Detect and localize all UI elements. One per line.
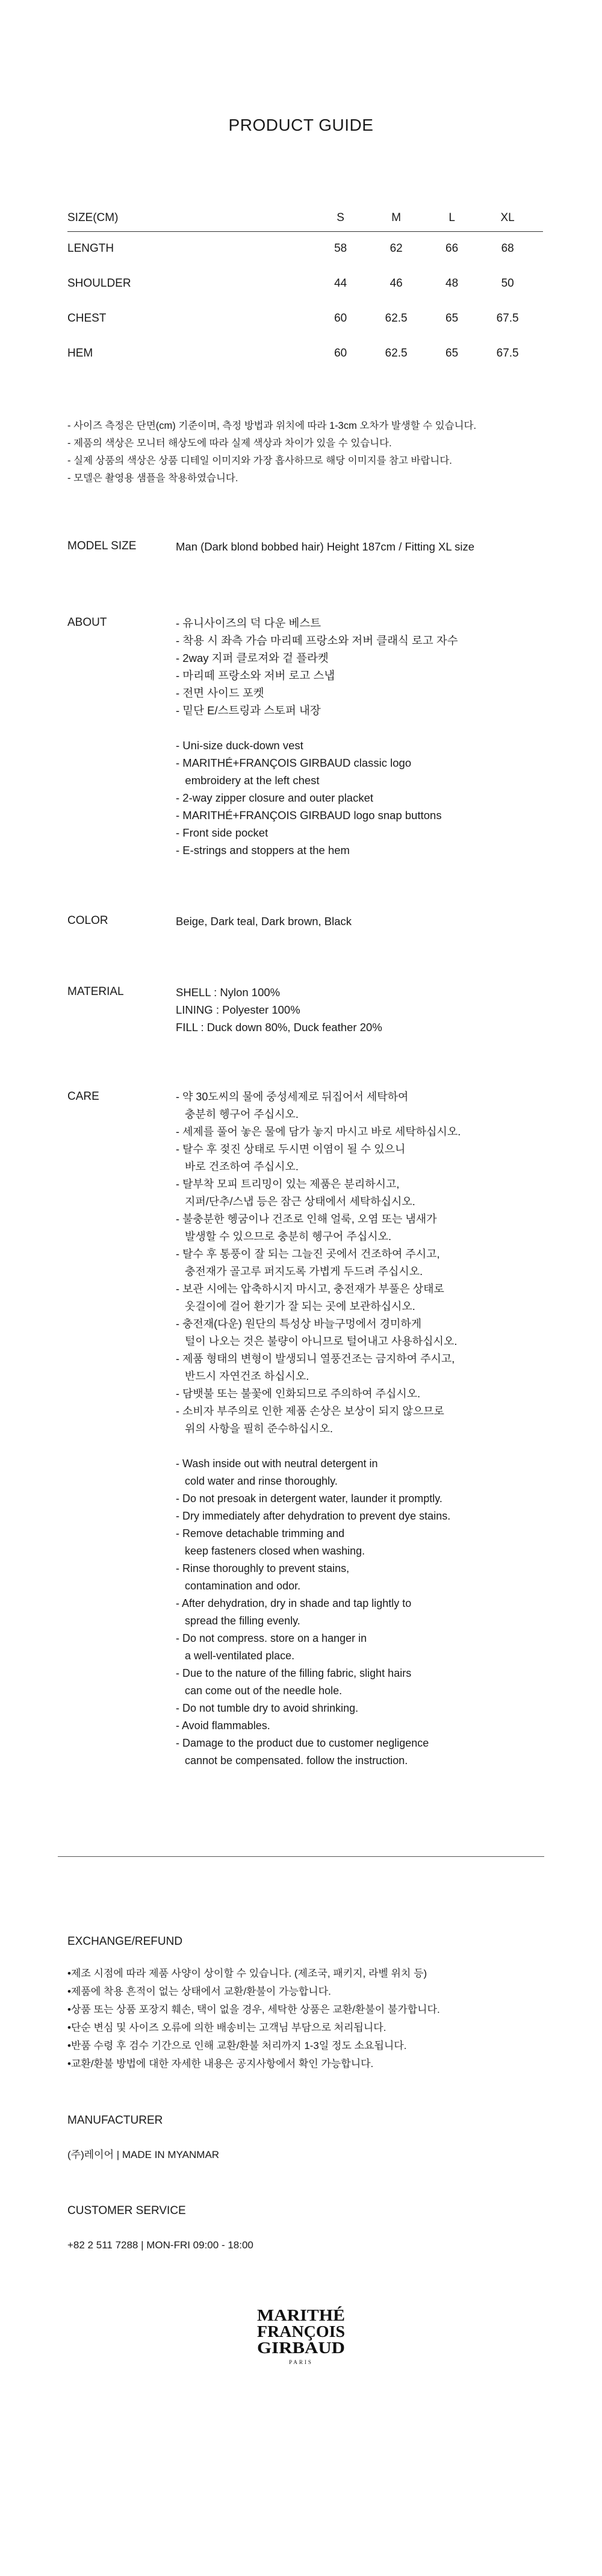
care-line — [176, 1438, 461, 1455]
header-cell: L — [432, 205, 472, 231]
care-line: - 불충분한 헹굼이나 건조로 인해 얼룩, 오염 또는 냄새가 — [176, 1213, 437, 1225]
table-cell: 46 — [389, 277, 403, 290]
size-table-header — [67, 205, 543, 231]
header-cell: S — [320, 205, 361, 231]
exchange-line: •교환/환불 방법에 대한 자세한 내용은 공지사항에서 확인 가능합니다. — [67, 2058, 374, 2069]
care-line: - Damage to the product due to customer negligence — [176, 1737, 429, 1749]
color-text: Beige, Dark teal, Dark brown, Black — [176, 915, 352, 928]
table-cell: 65 — [445, 347, 459, 360]
about-line: - Front side pocket — [176, 826, 268, 839]
care-label: CARE — [67, 1090, 99, 1103]
care-line: - 소비자 부주의로 인한 제품 손상은 보상이 되지 않으므로 — [176, 1405, 444, 1417]
care-line: - 탈수 후 통풍이 잘 되는 그늘진 곳에서 건조하여 주시고, — [176, 1248, 440, 1260]
care-line: - 보관 시에는 압축하시지 마시고, 충전재가 부풀은 상태로 — [176, 1283, 444, 1295]
material-line: SHELL : Nylon 100% — [176, 986, 281, 999]
note-line: - 사이즈 측정은 단면(cm) 기준이며, 측정 방법과 위치에 따라 1-3cm 오차가 발생할 수 있습니다. — [67, 420, 477, 431]
row-label: CHEST — [67, 312, 107, 325]
table-cell: 50 — [501, 277, 514, 290]
table-cell: 65 — [445, 312, 459, 325]
material-label: MATERIAL — [67, 985, 124, 998]
about-line — [176, 719, 458, 737]
manufacturer-label: MANUFACTURER — [67, 2114, 163, 2127]
logo-line: FRANÇOIS — [257, 2322, 345, 2341]
note-line: - 제품의 색상은 모니터 해상도에 따라 실제 색상과 차이가 있을 수 있습니다. — [67, 438, 392, 449]
customer-service-text: +82 2 511 7288 | MON-FRI 09:00 - 18:00 — [67, 2239, 253, 2251]
header-cell: SIZE(CM) — [67, 205, 320, 231]
size-notes — [67, 417, 476, 487]
care-line: - Do not tumble dry to avoid shrinking. — [176, 1702, 359, 1714]
care-line: - Do not presoak in detergent water, launder it promptly. — [176, 1492, 442, 1505]
about-line: - 착용 시 좌측 가슴 마리떼 프랑소와 저버 클래식 로고 자수 — [176, 634, 458, 647]
exchange-line: •반품 수령 후 검수 기간으로 인해 교환/환불 처리까지 1-3일 정도 소요됩니다. — [67, 2040, 407, 2051]
care-line: - 담뱃불 또는 불꽃에 인화되므로 주의하여 주십시오. — [176, 1388, 421, 1400]
care-line: spread the filling evenly. — [176, 1615, 300, 1627]
table-cell: 48 — [445, 277, 459, 290]
care-line: contamination and odor. — [176, 1580, 301, 1592]
size-table — [67, 205, 543, 371]
table-row — [67, 301, 543, 336]
divider — [58, 1856, 544, 1857]
table-row — [67, 336, 543, 371]
header-cell: M — [361, 205, 432, 231]
table-cell: 58 — [334, 242, 347, 255]
logo-line: MARITHÉ — [257, 2306, 345, 2324]
care-text — [176, 1088, 461, 1770]
about-line: - 전면 사이드 포켓 — [176, 687, 264, 699]
table-cell: 62 — [389, 242, 403, 255]
care-line: cold water and rinse thoroughly. — [176, 1475, 338, 1487]
table-cell: 44 — [334, 277, 347, 290]
row-label: HEM — [67, 347, 93, 360]
care-line: - 제품 형태의 변형이 발생되니 열풍건조는 금지하여 주시고, — [176, 1353, 455, 1365]
color-label: COLOR — [67, 914, 108, 927]
table-cell: 66 — [445, 242, 459, 255]
table-cell: 62.5 — [385, 347, 408, 360]
care-line: - 세제를 풀어 놓은 물에 담가 놓지 마시고 바로 세탁하십시오. — [176, 1126, 461, 1138]
about-line: - 2way 지퍼 클로져와 겉 플라켓 — [176, 652, 329, 664]
material-value — [176, 984, 382, 1036]
care-line: - Dry immediately after dehydration to prevent dye stains. — [176, 1510, 451, 1522]
about-line: - Uni-size duck-down vest — [176, 739, 303, 752]
logo-line: GIRBAUD — [257, 2339, 345, 2357]
row-label: LENGTH — [67, 242, 114, 255]
care-line: 위의 사항을 필히 준수하십시오. — [176, 1423, 334, 1435]
about-line: embroidery at the left chest — [176, 774, 320, 787]
model-size-value — [176, 538, 474, 555]
about-line: - MARITHÉ+FRANÇOIS GIRBAUD classic logo — [176, 756, 412, 769]
care-line: - Wash inside out with neutral detergent in — [176, 1458, 378, 1470]
exchange-label: EXCHANGE/REFUND — [67, 1935, 183, 1948]
care-line: - 탈수 후 젖진 상태로 두시면 이염이 될 수 있으니 — [176, 1143, 406, 1155]
care-line: cannot be compensated. follow the instruction. — [176, 1754, 408, 1767]
care-line: - After dehydration, dry in shade and tap lightly to — [176, 1597, 412, 1609]
care-line: 충분히 헹구어 주십시오. — [176, 1108, 299, 1120]
model-size-label: MODEL SIZE — [67, 540, 137, 552]
exchange-line: •제조 시점에 따라 제품 사양이 상이할 수 있습니다. (제조국, 패키지, 라벨 위치 등) — [67, 1968, 427, 1979]
table-cell: 67.5 — [496, 312, 519, 325]
material-line: FILL : Duck down 80%, Duck feather 20% — [176, 1021, 382, 1034]
about-line: - 밑단 E/스트링과 스토퍼 내장 — [176, 704, 321, 717]
customer-service-label: CUSTOMER SERVICE — [67, 2204, 186, 2217]
header-cell: XL — [472, 205, 543, 231]
table-cell: 67.5 — [496, 347, 519, 360]
about-line: - 2-way zipper closure and outer placket — [176, 791, 374, 804]
color-value — [176, 912, 352, 930]
exchange-text — [67, 1965, 440, 2073]
care-line: - Remove detachable trimming and — [176, 1527, 345, 1539]
about-line: - 유니사이즈의 덕 다운 베스트 — [176, 617, 321, 629]
care-line: - Do not compress. store on a hanger in — [176, 1632, 367, 1644]
care-line: keep fasteners closed when washing. — [176, 1545, 365, 1557]
care-line: 바로 건조하여 주십시오. — [176, 1161, 299, 1173]
page-title: PRODUCT GUIDE — [228, 116, 374, 134]
care-line: - Rinse thoroughly to prevent stains, — [176, 1562, 350, 1574]
care-line: - 약 30도씨의 물에 중성세제로 뒤집어서 세탁하여 — [176, 1091, 409, 1103]
care-line: - 탈부착 모피 트리밍이 있는 제품은 분리하시고, — [176, 1178, 400, 1190]
care-line: 반드시 자연건조 하십시오. — [176, 1370, 309, 1382]
brand-logo-mark — [253, 2304, 349, 2370]
about-label: ABOUT — [67, 616, 107, 629]
care-line: - Due to the nature of the filling fabric, slight hairs — [176, 1667, 412, 1679]
manufacturer-text: (주)레이어 | MADE IN MYANMAR — [67, 2149, 220, 2160]
about-text — [176, 614, 458, 859]
model-size-text: Man (Dark blond bobbed hair) Height 187cm / Fitting XL size — [176, 540, 474, 553]
table-row — [67, 231, 543, 266]
care-line: 지퍼/단추/스냅 등은 잠근 상태에서 세탁하십시오. — [176, 1196, 415, 1208]
note-line: - 모델은 촬영용 샘플을 착용하였습니다. — [67, 473, 238, 484]
about-line: - E-strings and stoppers at the hem — [176, 844, 350, 856]
care-line: 발생할 수 있으므로 충분히 헹구어 주십시오. — [176, 1230, 391, 1243]
table-cell: 60 — [334, 312, 347, 325]
manufacturer-value — [67, 2146, 219, 2164]
material-line: LINING : Polyester 100% — [176, 1003, 300, 1016]
table-cell: 68 — [501, 242, 514, 255]
care-line: - Avoid flammables. — [176, 1720, 270, 1732]
row-label: SHOULDER — [67, 277, 131, 290]
table-row — [67, 266, 543, 301]
about-line: - 마리떼 프랑소와 저버 로고 스냅 — [176, 669, 335, 682]
care-line: 충전재가 골고루 퍼지도록 가볍게 두드려 주십시오. — [176, 1265, 423, 1277]
table-cell: 62.5 — [385, 312, 408, 325]
care-line: a well-ventilated place. — [176, 1650, 295, 1662]
exchange-line: •제품에 착용 흔적이 없는 상태에서 교환/환불이 가능합니다. — [67, 1986, 331, 1997]
care-line: can come out of the needle hole. — [176, 1685, 343, 1697]
care-line: 털이 나오는 것은 불량이 아니므로 털어내고 사용하십시오. — [176, 1335, 458, 1347]
logo-sub: PARIS — [289, 2359, 313, 2365]
note-line: - 실제 상품의 색상은 상품 디테일 이미지와 가장 흡사하므로 해당 이미지를 참고 바랍니다. — [67, 455, 452, 466]
table-cell: 60 — [334, 347, 347, 360]
care-line: 옷걸이에 걸어 환기가 잘 되는 곳에 보관하십시오. — [176, 1300, 415, 1312]
brand-logo — [253, 2304, 349, 2373]
care-line: - 충전재(다운) 원단의 특성상 바늘구멍에서 경미하게 — [176, 1318, 422, 1330]
about-line: - MARITHÉ+FRANÇOIS GIRBAUD logo snap buttons — [176, 809, 442, 822]
exchange-line: •단순 변심 및 사이즈 오류에 의한 배송비는 고객님 부담으로 처리됩니다. — [67, 2022, 386, 2033]
exchange-line: •상품 또는 상품 포장지 훼손, 택이 없을 경우, 세탁한 상품은 교환/환불이 불가합니다. — [67, 2004, 440, 2015]
customer-service-value — [67, 2236, 253, 2254]
